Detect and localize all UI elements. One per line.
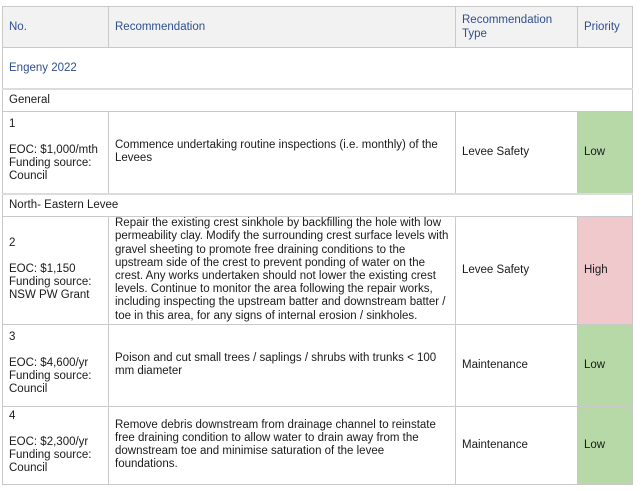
row-no-cell [3,406,109,484]
header-type-line2: Type [462,28,487,40]
row-funding-label: Funding source: [9,275,92,288]
row-no-cell [3,112,109,194]
document-group-label: Engeny 2022 [3,48,633,90]
row-eoc: EOC: $2,300/yr [9,435,89,448]
header-recommendation: Recommendation [109,7,456,48]
row-funding: Council [9,170,48,182]
header-recommendation-type [456,7,578,48]
row-number: 2 [9,236,16,249]
header-no: No. [3,7,109,48]
row-number: 4 [9,409,16,422]
row-recommendation: Commence undertaking routine inspections (i.e. monthly) of the Levees [109,112,456,194]
row-funding: Council [9,461,48,474]
recommendations-table [2,6,633,485]
table-row [3,112,633,194]
row-funding: NSW PW Grant [9,288,90,301]
row-funding-label: Funding source: [9,157,92,169]
row-type: Levee Safety [456,112,578,194]
row-type: Maintenance [456,324,578,406]
row-priority: Low [578,112,633,194]
row-funding-label: Funding source: [9,448,92,461]
row-priority: High [578,216,633,324]
row-funding-label: Funding source: [9,369,92,382]
header-priority: Priority [578,7,633,48]
row-funding: Council [9,382,48,395]
row-eoc: EOC: $4,600/yr [9,356,89,369]
row-number: 1 [9,118,16,130]
row-type: Levee Safety [456,216,578,324]
row-number: 3 [9,330,16,343]
table-row [3,216,633,324]
row-recommendation: Repair the existing crest sinkhole by backfilling the hole with low permeability clay. Modify the surrounding crest surface levels with gravel sheeting to promote free draining conditions to the upstream side of the crest to prevent ponding of water on the crest. Any works undertaken should not lower the existing crest levels. Continue to monitor the area following the repair works, including inspecting the upstream batter and downstream batter / toe in this area, for any signs of internal erosion / sinkholes. [109,216,456,324]
row-recommendation: Remove debris downstream from drainage channel to reinstate free draining condition to allow water to drain away from the downstream toe and minimise saturation of the levee foundations. [109,406,456,484]
recommendations-table-container [2,6,632,485]
row-priority: Low [578,324,633,406]
row-eoc: EOC: $1,000/mth [9,144,98,156]
row-recommendation: Poison and cut small trees / saplings / shrubs with trunks < 100 mm diameter [109,324,456,406]
header-type-line1: Recommendation [462,14,553,26]
row-no-cell [3,216,109,324]
row-type: Maintenance [456,406,578,484]
section-label-general: General [3,89,633,112]
table-header-row [3,7,633,48]
row-priority: Low [578,406,633,484]
row-no-cell [3,324,109,406]
table-row [3,406,633,484]
section-row-general [3,89,633,112]
row-eoc: EOC: $1,150 [9,262,76,275]
section-label-north-eastern: North- Eastern Levee [3,194,633,217]
table-row [3,324,633,406]
document-group-row [3,48,633,90]
section-row-north-eastern [3,194,633,217]
